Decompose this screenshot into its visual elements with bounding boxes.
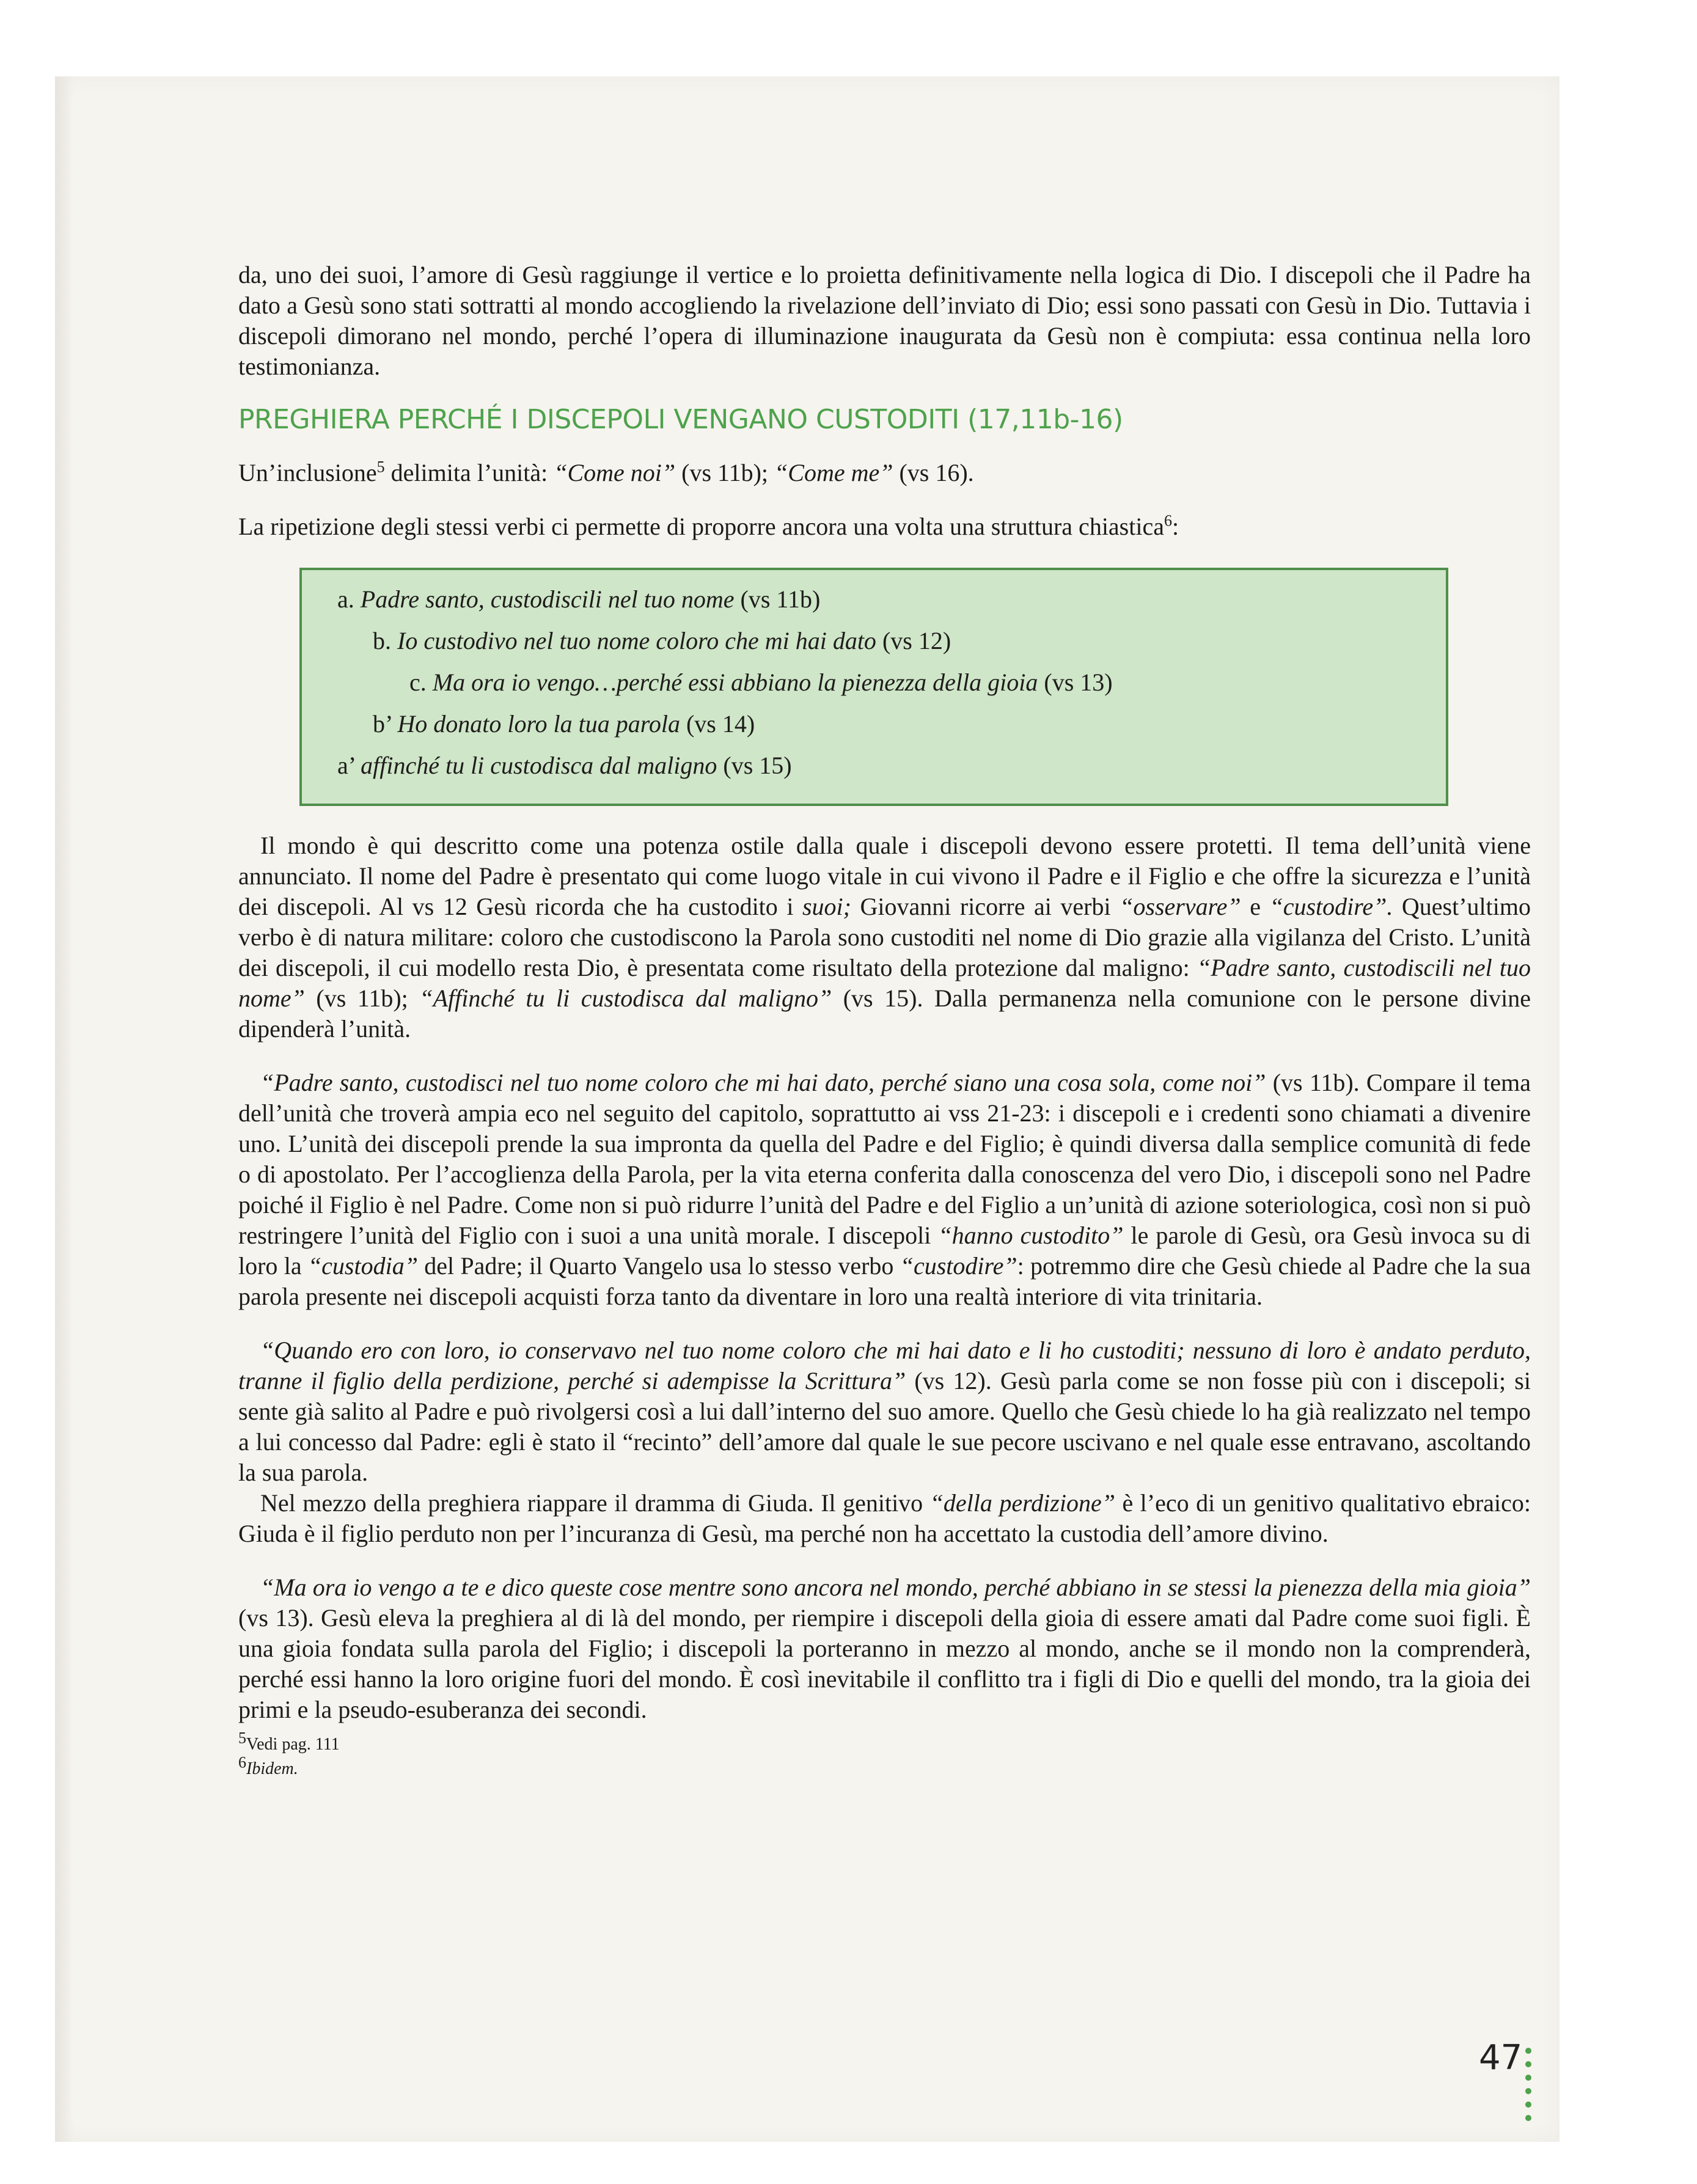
page-sheet	[55, 76, 1560, 2142]
chiasm-line-b-prime	[302, 703, 1446, 745]
chiasm-line-c	[302, 662, 1446, 703]
spacer	[238, 488, 1531, 511]
italic-run: “custodire”.	[1269, 893, 1393, 920]
paragraph-when	[238, 1335, 1531, 1488]
italic-run: “Affinché tu li custodisca dal maligno”	[419, 984, 832, 1012]
italic-run: “hanno custodito”	[938, 1222, 1124, 1249]
paragraph-judas	[238, 1488, 1531, 1549]
chiasm-line-a-prime	[302, 745, 1446, 786]
inclusion-middle: delimita l’unità:	[384, 459, 554, 486]
repetition-text: La ripetizione degli stessi verbi ci permette di proporre ancora una volta una struttura chiastica	[238, 513, 1164, 540]
text-run: le parole di Gesù, ora Gesù invoca su di loro la	[238, 1222, 1531, 1280]
page-number: 47	[1479, 2038, 1523, 2078]
footnote-number: 5	[238, 1729, 246, 1747]
chiasm-text: Ho donato loro la tua parola	[397, 710, 680, 738]
text-run: (vs 11b). Compare il tema dell’unità che troverà ampia eco nel seguito del capitolo, soprattutto ai vss 21-23: i discepoli e i credenti sono chiamati a divenire uno. L’unità dei discepoli prende la sua impronta da quella del Padre e del Figlio; è quindi diversa dalla semplice comunità di fede o di apostolato. Per l’accoglienza della Parola, per la vita eterna conferita dalla conoscenza del vero Dio, i discepoli sono nel Padre poiché il Figlio è nel Padre. Come non si può ridurre l’unità del Padre e del Figlio a un’unità di azione soteriologica, così non si può restringere l’unità del Figlio con i suoi a una unità morale. I discepoli	[238, 1069, 1531, 1249]
italic-run: “Quando ero con loro, io conservavo nel tuo nome coloro che mi hai dato e li ho custoditi; nessuno di loro è andato perduto, tranne il figlio della perdizione, perché si adempisse la Scrittura”	[238, 1336, 1531, 1394]
italic-run: “custodire”	[900, 1252, 1017, 1280]
footnote-text: Vedi pag. 111	[246, 1735, 340, 1754]
text-run: Giovanni ricorre ai verbi	[851, 893, 1120, 920]
spacer	[238, 1312, 1531, 1335]
chiasm-ref: (vs 13)	[1044, 669, 1113, 696]
italic-run: “della perdizione”	[929, 1489, 1115, 1517]
italic-run: “osservare”	[1120, 893, 1241, 920]
inclusion-prefix: Un’inclusione	[238, 459, 377, 486]
chiasm-label: c.	[409, 669, 427, 696]
text-run: e	[1241, 893, 1270, 920]
text-run: (vs 12). Gesù parla come se non fosse più con i discepoli; si sente già salito al Padre e può rivolgersi così a lui dall’interno del suo amore. Quello che Gesù chiede lo ha già realizzato nel tempo a lui concesso dal Padre: egli è stato il “recinto” dell’amore dal quale le sue pecore uscivano e nel quale esse entravano, ascoltando la sua parola.	[238, 1367, 1531, 1486]
footnote-6	[238, 1753, 1531, 1781]
chiasm-label: a.	[337, 585, 354, 613]
footnote-ref-6: 6	[1164, 511, 1172, 530]
repetition-suffix: :	[1171, 513, 1179, 540]
italic-run: “custodia”	[307, 1252, 418, 1280]
chiasm-label: a’	[337, 752, 355, 779]
chiasm-line-b	[302, 620, 1446, 662]
text-column	[238, 260, 1531, 1781]
inclusion-ref-1: (vs 11b);	[675, 459, 775, 486]
text-run: (vs 13). Gesù eleva la preghiera al di là del mondo, per riempire i discepoli della gioia di essere amati dal Padre come suoi figli. È una gioia fondata sulla parola del Figlio; i discepoli la porteranno in mezzo al mondo, anche se il mondo non la comprenderà, perché essi hanno la loro origine fuori del mondo. È così inevitabile il conflitto tra i figli di Dio e quelli del mondo, tra la gioia dei primi e la pseudo-esuberanza dei secondi.	[238, 1604, 1531, 1723]
chiasm-text: Io custodivo nel tuo nome coloro che mi hai dato	[397, 627, 876, 654]
italic-run: “Padre santo, custodiscili nel tuo nome”	[238, 954, 1531, 1012]
paragraph-joy	[238, 1572, 1531, 1725]
inclusion-line	[238, 458, 1531, 488]
chiasm-label: b’	[373, 710, 392, 738]
text-run: Il mondo è qui descritto come una potenza ostile dalla quale i discepoli devono essere protetti. Il tema dell’unità viene annunciato. Il nome del Padre è presentato qui come luogo vitale in cui vivono il Padre e il Figlio e che offre la sicurezza e l’unità dei discepoli. Al vs 12 Gesù ricorda che ha custodito i	[238, 832, 1531, 920]
footnote-number: 6	[238, 1753, 246, 1772]
section-heading: PREGHIERA PERCHÉ I DISCEPOLI VENGANO CUSTODITI (17,11b-16)	[238, 404, 1123, 435]
inclusion-quote-2: “Come me”	[774, 459, 893, 486]
italic-run: “Padre santo, custodisci nel tuo nome coloro che mi hai dato, perché siano una cosa sola, come noi”	[260, 1069, 1266, 1096]
paragraph-unity	[238, 1068, 1531, 1312]
chiasm-ref: (vs 15)	[723, 752, 792, 779]
chiasm-ref: (vs 14)	[686, 710, 755, 738]
inclusion-ref-2: (vs 16).	[893, 459, 974, 486]
footnote-ref-5: 5	[376, 458, 385, 476]
chiasm-text: Ma ora io vengo…perché essi abbiano la pienezza della gioia	[432, 669, 1038, 696]
paragraph-world	[238, 830, 1531, 1044]
chiasm-line-a	[302, 579, 1446, 620]
intro-paragraph: da, uno dei suoi, l’amore di Gesù raggiunge il vertice e lo proietta definitivamente nella logica di Dio. I discepoli che il Padre ha dato a Gesù sono stati sottratti al mondo accogliendo la rivelazione dell’inviato di Dio; essi sono passati con Gesù in Dio. Tuttavia i discepoli dimorano nel mondo, perché l’opera di illuminazione inaugurata da Gesù non è compiuta: essa continua nella loro testimonianza.	[238, 261, 1531, 380]
chiasm-text: Padre santo, custodiscili nel tuo nome	[360, 585, 735, 613]
text-run: (vs 15). Dalla permanenza nella comunione con le persone divine dipenderà l’unità.	[238, 984, 1531, 1043]
footnote-5	[238, 1729, 1531, 1757]
page-dots-ornament	[1525, 2048, 1534, 2128]
repetition-line	[238, 511, 1531, 542]
spacer	[238, 1044, 1531, 1068]
text-run: è l’eco di un genitivo qualitativo ebraico: Giuda è il figlio perduto non per l’incuranza di Gesù, ma perché non ha accettato la custodia dell’amore divino.	[238, 1489, 1531, 1547]
chiasm-text: affinché tu li custodisca dal maligno	[361, 752, 717, 779]
text-run: del Padre; il Quarto Vangelo usa lo stesso verbo	[417, 1252, 900, 1280]
italic-run: “Ma ora io vengo a te e dico queste cose mentre sono ancora nel mondo, perché abbiano in se stessi la pienezza della mia gioia”	[260, 1574, 1531, 1601]
chiasm-label: b.	[373, 627, 391, 654]
footnote-text: Ibidem.	[246, 1759, 298, 1778]
chiasm-ref: (vs 12)	[882, 627, 951, 654]
text-run: (vs 11b);	[304, 984, 420, 1012]
chiasm-box	[299, 568, 1448, 806]
text-run: Quest’ultimo verbo è di natura militare: coloro che custodiscono la Parola sono custoditi nel nome di Dio grazie alla vigilanza del Cristo. L’unità dei discepoli, il cui modello resta Dio, è presentata come risultato della protezione dal maligno:	[238, 893, 1531, 981]
chiasm-ref: (vs 11b)	[740, 585, 821, 613]
text-run: : potremmo dire che Gesù chiede al Padre che la sua parola presente nei discepoli acquisti forza tanto da diventare in loro una realtà interiore di vita trinitaria.	[238, 1252, 1531, 1310]
text-run: Nel mezzo della preghiera riappare il dramma di Giuda. Il genitivo	[260, 1489, 930, 1517]
spacer	[238, 1549, 1531, 1572]
italic-run: suoi;	[802, 893, 851, 920]
inclusion-quote-1: “Come noi”	[554, 459, 676, 486]
footnotes	[238, 1729, 1531, 1781]
